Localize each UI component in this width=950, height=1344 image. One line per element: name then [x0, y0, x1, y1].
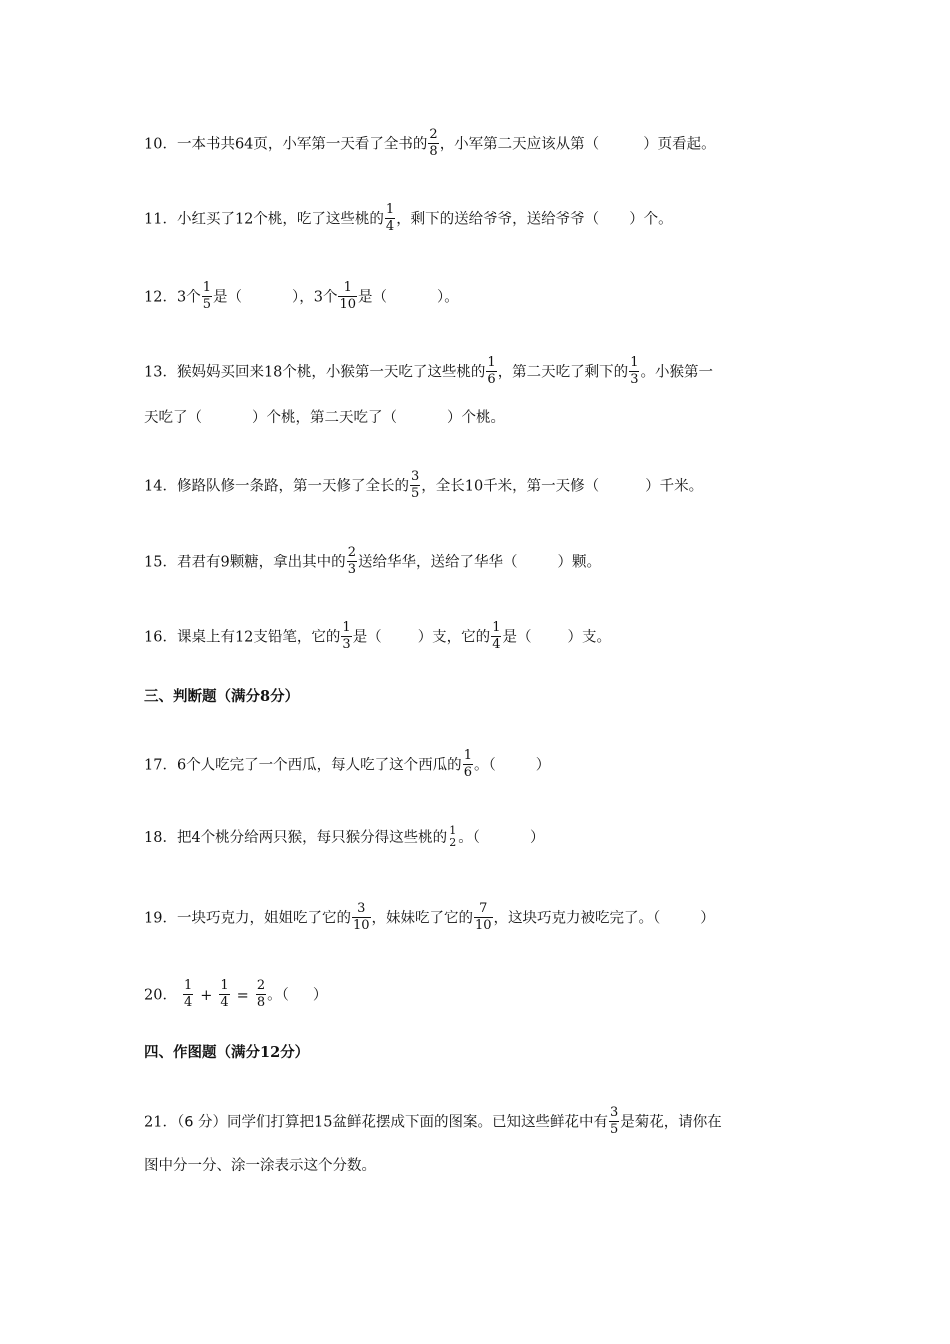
section-heading-drawing: 四、作图题（满分12分）	[144, 1044, 310, 1061]
question-11: 11．小红买了12个桃，吃了这些桃的 $\frac{1}{4}$ ，剩下的送给爷爷，送给爷爷（ ）个。	[144, 202, 673, 234]
fraction-2-3: $\frac{2}{3}$	[347, 545, 356, 577]
fraction-3-10: $\frac{3}{10}$	[352, 901, 370, 933]
fraction-1-2: 1 2	[449, 824, 457, 849]
fraction-1-6: $\frac{1}{6}$	[463, 748, 472, 780]
section-heading-judgement: 三、判断题（满分8分）	[144, 688, 300, 705]
question-16: 16．课桌上有12支铅笔，它的 $\frac{1}{3}$ 是（ ）支，它的 $\frac{1}{4}$ 是（ ）支。	[144, 620, 611, 652]
question-21: 21．（6 分）同学们打算把15盆鲜花摆成下面的图案。已知这些鲜花中有 $\frac{3}{5}$ 是菊花，请你在	[144, 1105, 722, 1137]
question-17: 17．6个人吃完了一个西瓜，每人吃了这个西瓜的 $\frac{1}{6}$ 。（ ）	[144, 748, 551, 780]
fraction-1-4: $\frac{1}{4}$	[220, 978, 229, 1010]
question-18: 18．把4个桃分给两只猴，每只猴分得这些桃的 1 2 。（ ）	[144, 824, 545, 849]
question-13: 13．猴妈妈买回来18个桃，小猴第一天吃了这些桃的 $\frac{1}{6}$ ，第二天吃了剩下的 $\frac{1}{3}$ 。小猴第一	[144, 355, 713, 387]
question-20: 20． $\frac{1}{4}$ + $\frac{1}{4}$ = $\frac{2}{8}$ 。（ ）	[144, 978, 328, 1010]
fraction-1-4: $\frac{1}{4}$	[183, 978, 193, 1010]
fraction-3-5: $\frac{3}{5}$	[610, 1105, 619, 1137]
fraction-1-10: $\frac{1}{10}$	[339, 280, 356, 312]
question-14: 14．修路队修一条路，第一天修了全长的 $\frac{3}{5}$ ，全长10千米，第一天修（ ）千米。	[144, 469, 704, 501]
fraction-1-4: $\frac{1}{4}$	[492, 620, 501, 652]
question-21-line-2: 图中分一分、涂一涂表示这个分数。	[144, 1158, 376, 1174]
fraction-2-8: $\frac{2}{8}$	[429, 127, 438, 159]
fraction-2-8: $\frac{2}{8}$	[256, 978, 266, 1010]
fraction-1-4: $\frac{1}{4}$	[385, 202, 395, 234]
fraction-1-3: $\frac{1}{3}$	[630, 355, 639, 387]
fraction-3-5: $\frac{3}{5}$	[410, 469, 420, 501]
question-12: 12．3个 $\frac{1}{5}$ 是（ ），3个 $\frac{1}{10}$ 是（ ）。	[144, 280, 459, 312]
question-15: 15．君君有9颗糖，拿出其中的 $\frac{2}{3}$ 送给华华，送给了华华（ ）颗。	[144, 545, 601, 577]
question-13-line-2: 天吃了（ ）个桃，第二天吃了（ ）个桃。	[144, 410, 505, 426]
fraction-1-6: $\frac{1}{6}$	[487, 355, 496, 387]
fraction-1-3: $\frac{1}{3}$	[342, 620, 351, 652]
question-10: 10．一本书共64页，小军第一天看了全书的 $\frac{2}{8}$ ，小军第二天应该从第（ ）页看起。	[144, 127, 716, 159]
fraction-1-5: $\frac{1}{5}$	[202, 280, 211, 312]
question-19: 19．一块巧克力，姐姐吃了它的 $\frac{3}{10}$ ，妹妹吃了它的 $\frac{7}{10}$ ，这块巧克力被吃完了。（ ）	[144, 901, 715, 933]
fraction-7-10: $\frac{7}{10}$	[475, 901, 492, 933]
